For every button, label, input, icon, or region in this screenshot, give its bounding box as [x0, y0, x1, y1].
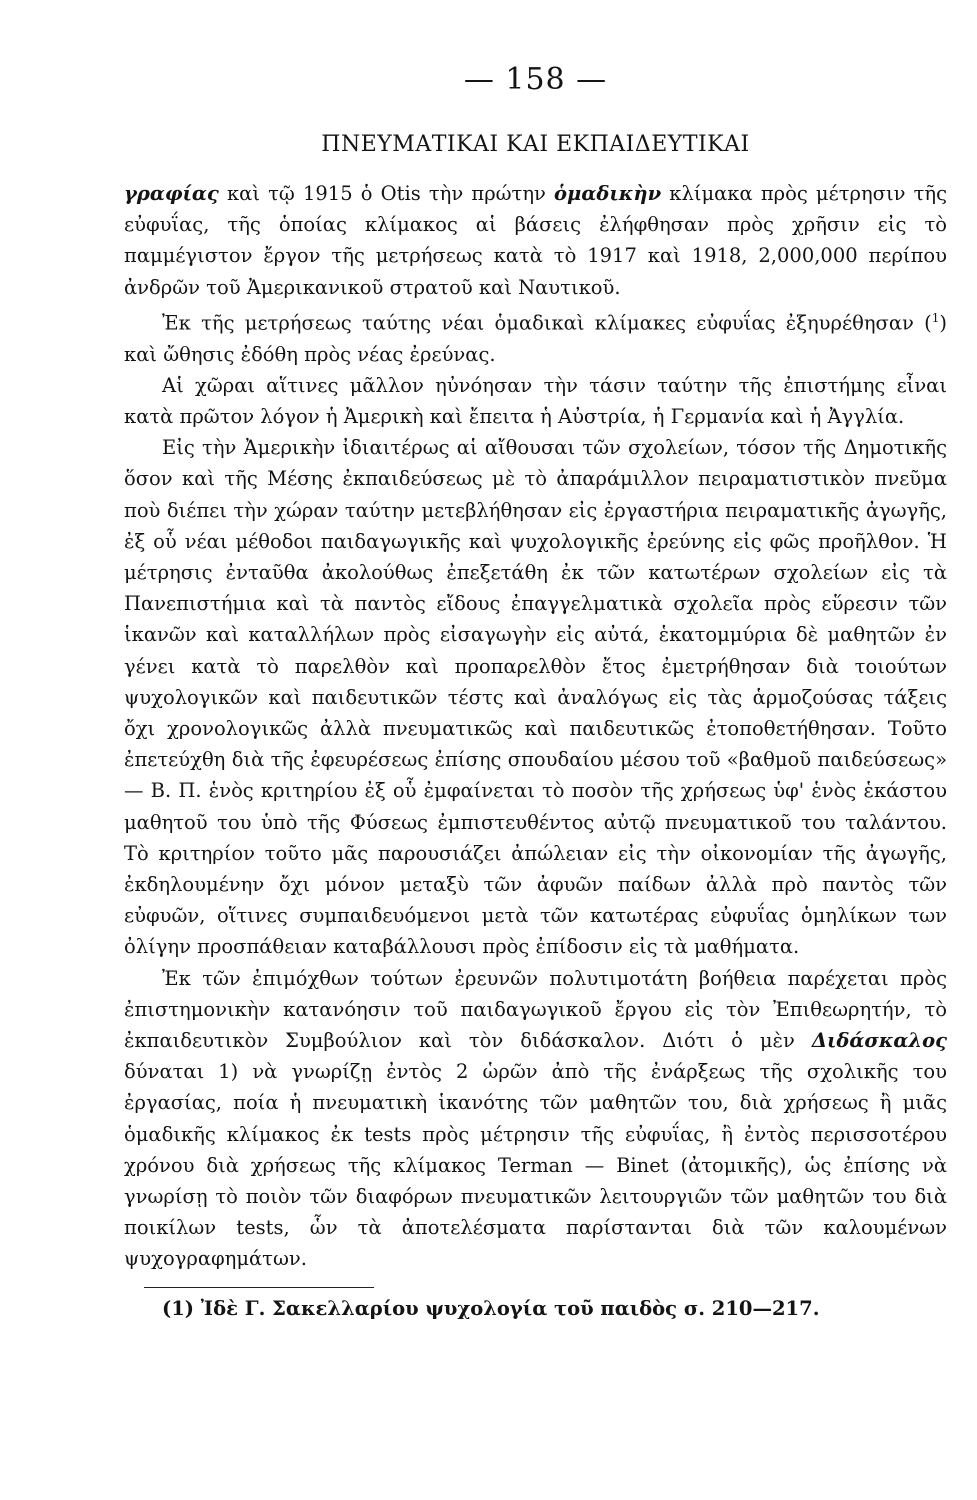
running-title: ΠΝΕΥΜΑΤΙΚΑΙ ΚΑΙ ΕΚΠΑΙΔΕΥΤΙΚΑΙ	[321, 132, 750, 157]
text-run: Αἱ χῶραι αἵτινες μᾶλλον ηὐνόησαν τὴν τάσιν ταύτην τῆς ἐπιστήμης εἶναι κατὰ πρῶτον λόγον ἡ Ἀμερικὴ καὶ ἔπειτα ἡ Αὐστρία, ἡ Γερμανία καὶ ἡ Ἀγγλία.	[124, 373, 947, 428]
body-paragraph	[124, 178, 947, 303]
body-text	[124, 178, 947, 1275]
text-run: δύναται 1) νὰ γνωρίζῃ ἐντὸς 2 ὡρῶν ἀπὸ τῆς ἐνάρξεως τῆς σχολικῆς του ἐργασίας, ποία ἡ πνευματικὴ ἱκανότης τῶν μαθητῶν του, διὰ χρήσεως ἢ μιᾶς ὁμαδικῆς κλίμακος ἐκ tests πρὸς μέτρησιν τῆς εὐφυΐας, ἢ ἐντὸς περισσοτέρου χρόνου διὰ χρήσεως τῆς κλίμακος Terman — Binet (ἀτομικῆς), ὡς ἐπίσης νὰ γνωρίσῃ τὸ ποιὸν τῶν διαφόρων πνευματικῶν λειτουργιῶν τῶν μαθητῶν του διὰ ποικίλων tests, ὧν τὰ ἀποτελέσματα παρίστανται διὰ τῶν καλουμένων ψυχογραφημάτων.	[124, 1060, 947, 1271]
text-run: ) καὶ ὤθησις ἐδόθη πρὸς νέας ἐρεύνας.	[124, 311, 947, 366]
footnote-marker: 1	[931, 310, 940, 325]
emphasized-term: γραφίας	[124, 182, 219, 205]
body-paragraph	[124, 432, 947, 962]
body-paragraph	[124, 963, 947, 1275]
text-run: κλίμακα πρὸς μέτρησιν τῆς εὐφυΐας, τῆς ὁποίας κλίμακος αἱ βάσεις ἐλήφθησαν πρὸς χρῆσιν εἰς τὸ παμμέγιστον ἔργον τῆς μετρήσεως κατὰ τὸ 1917 καὶ 1918, 2,000,000 περίπου ἀνδρῶν τοῦ Ἀμερικανικοῦ στρατοῦ καὶ Ναυτικοῦ.	[124, 182, 947, 299]
emphasized-term: ὁμαδικὴν	[554, 182, 662, 205]
footnote-rule	[144, 1287, 374, 1288]
text-run: Εἰς τὴν Ἀμερικὴν ἰδιαιτέρως αἱ αἴθουσαι τῶν σχολείων, τόσον τῆς Δημοτικῆς ὅσον καὶ τῆς Μέσης ἐκπαιδεύσεως μὲ τὸ ἀπαράμιλλον πειραματιστικὸν πνεῦμα ποὺ διέπει τὴν χώραν ταύτην μετεβλήθησαν εἰς ἐργαστήρια πειραματικῆς ἀγωγῆς, ἐξ οὗ νέαι μέθοδοι παιδαγωγικῆς καὶ ψυχολογικῆς ἐρεύνης εἰς φῶς προῆλθον. Ἡ μέτρησις ἐνταῦθα ἀκολούθως ἐπεξετάθη ἐκ τῶν κατωτέρων σχολείων εἰς τὰ Πανεπιστήμια καὶ τὰ παντὸς εἴδους ἐπαγγελματικὰ σχολεῖα πρὸς εὕρεσιν τῶν ἱκανῶν καὶ καταλλήλων πρὸς εἰσαγωγὴν εἰς αὐτά, ἑκατομμύρια δὲ μαθητῶν ἐν γένει κατὰ τὸ παρελθὸν καὶ προπαρελθὸν ἔτος ἐμετρήθησαν διὰ τοιούτων ψυχολογικῶν καὶ παιδευτικῶν τέστς καὶ ἀναλόγως εἰς τὰς ἁρμοζούσας τάξεις ὄχι χρονολογικῶς ἀλλὰ πνευματικῶς καὶ παιδευτικῶς ἐτοποθετήθησαν. Τοῦτο ἐπετεύχθη διὰ τῆς ἐφευρέσεως ἐπίσης σπουδαίου μέσου τοῦ «βαθμοῦ παιδεύσεως» — Β. Π. ἑνὸς κριτηρίου ἐξ οὗ ἐμφαίνεται τὸ ποσὸν τῆς χρήσεως ὑφ' ἑνὸς ἑκάστου μαθητοῦ του ὑπὸ τῆς Φύσεως ἐμπιστευθέντος αὐτῷ πνευματικοῦ του ταλάντου. Τὸ κριτηρίον τοῦτο μᾶς παρουσιάζει ἀπώλειαν εἰς τὴν οἰκονομίαν τῆς ἀγωγῆς, ἐκδηλουμένην ὄχι μόνον μεταξὺ τῶν ἀφυῶν παίδων ἀλλὰ πρὸ παντὸς τῶν εὐφυῶν, οἵτινες συμπαιδευόμενοι μετὰ τῶν κατωτέρας εὐφυΐας ὁμηλίκων των ὀλίγην προσπάθειαν καταβάλλουσι πρὸς ἐπίδοσιν εἰς τὰ μαθήματα.	[124, 436, 947, 959]
body-paragraph	[124, 303, 947, 370]
text-run: Ἐκ τῶν ἐπιμόχθων τούτων ἐρευνῶν πολυτιμοτάτη βοήθεια παρέχεται πρὸς ἐπιστημονικὴν κατανόησιν τοῦ παιδαγωγικοῦ ἔργου εἰς τὸν Ἐπιθεωρητήν, τὸ ἐκπαιδευτικὸν Συμβούλιον καὶ τὸν διδάσκαλον. Διότι ὁ μὲν	[124, 966, 947, 1052]
emphasized-term: Διδάσκαλος	[811, 1028, 947, 1052]
text-run: καὶ τῷ 1915 ὁ Otis τὴν πρώτην	[218, 182, 555, 205]
page-number: — 158 —	[463, 62, 608, 97]
text-run: Ἐκ τῆς μετρήσεως ταύτης νέαι ὁμαδικαὶ κλίμακες εὐφυΐας ἐξηυρέθησαν (	[162, 311, 932, 335]
body-paragraph	[124, 370, 947, 432]
footnote: (1) Ἰδὲ Γ. Σακελλαρίου ψυχολογία τοῦ παιδὸς σ. 210—217.	[162, 1296, 820, 1320]
